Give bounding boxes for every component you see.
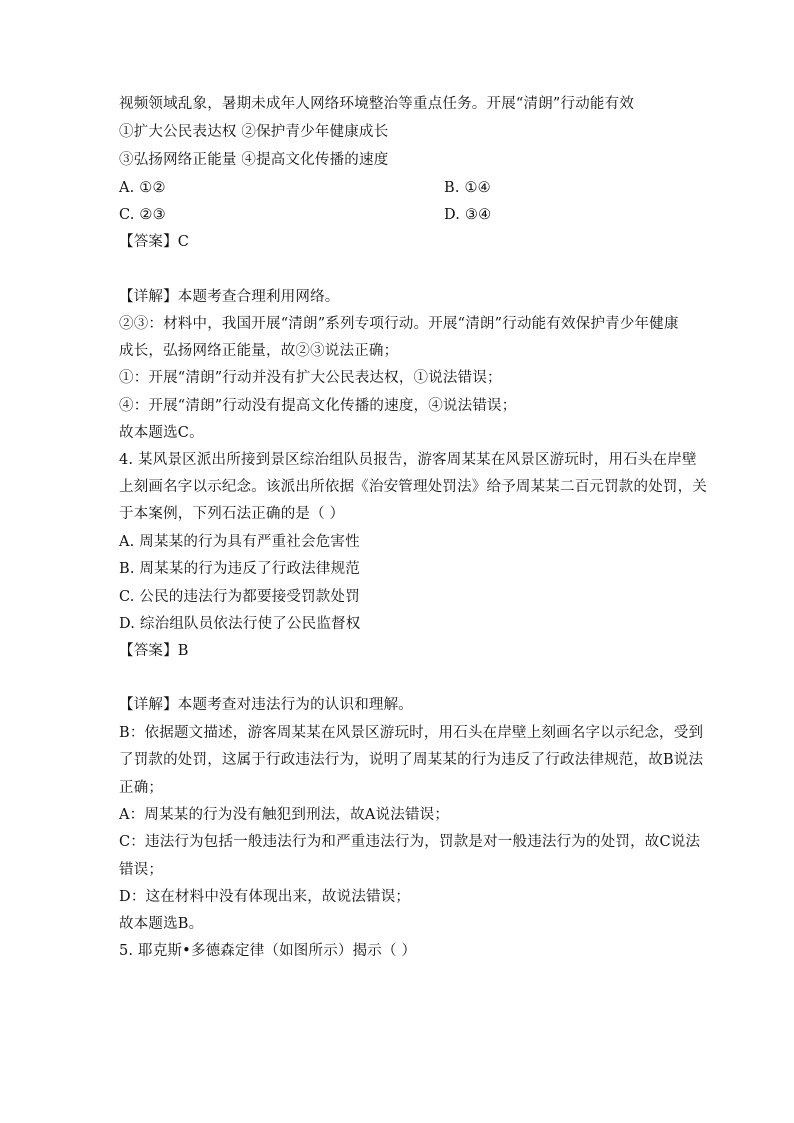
q3-option-b: B. ①④ [444, 180, 491, 196]
q3-detail-line: ①：开展“清朗”行动并没有扩大公民表达权，①说法错误； [119, 370, 502, 386]
q4-detail-line: C：违法行为包括一般违法行为和严重违法行为，罚款是对一般违法行为的处罚，故C说法 [119, 834, 701, 850]
q3-statements-1-2: ①扩大公民表达权 ②保护青少年健康成长 [119, 124, 389, 140]
q4-detail-line: 正确； [119, 780, 164, 796]
q4-answer: 【答案】B [119, 643, 189, 659]
q4-stem-line: 于本案例，下列石法正确的是（ ） [119, 506, 345, 522]
q4-option-c: C. 公民的违法行为都要接受罚款处罚 [119, 589, 360, 605]
q4-detail-line: 【详解】本题考查对违法行为的认识和理解。 [119, 697, 413, 713]
q4-detail-line: A：周某某的行为没有触犯到刑法，故A说法错误； [119, 807, 450, 823]
q3-detail-line: ②③：材料中，我国开展“清朗”系列专项行动。开展“清朗”行动能有效保护青少年健康 [119, 316, 679, 332]
q3-stem-end: 视频领域乱象，暑期未成年人网络环境整治等重点任务。开展“清朗”行动能有效 [119, 96, 635, 112]
q3-detail-line: 【详解】本题考查合理利用网络。 [119, 289, 340, 305]
q3-detail-line: ④：开展“清朗”行动没有提高文化传播的速度，④说法错误； [119, 398, 517, 414]
q3-option-c: C. ②③ [119, 207, 166, 223]
q4-detail-line: 错误； [119, 862, 164, 878]
q4-stem-line: 4. 某风景区派出所接到景区综治组队员报告，游客周某某在风景区游玩时，用石头在岸壁 [119, 452, 697, 468]
q4-detail-line: 了罚款的处罚，这属于行政违法行为，说明了周某某的行为违反了行政法律规范，故B说法 [119, 752, 704, 768]
q3-option-a: A. ①② [119, 180, 166, 196]
q3-statements-3-4: ③弘扬网络正能量 ④提高文化传播的速度 [119, 152, 389, 168]
q4-option-a: A. 周某某的行为具有严重社会危害性 [119, 534, 360, 550]
q4-detail-line: B：依据题文描述，游客周某某在风景区游玩时，用石头在岸壁上刻画名字以示纪念，受到 [119, 725, 704, 741]
q4-detail-line: 故本题选B。 [119, 916, 204, 932]
q4-stem-line: 上刻画名字以示纪念。该派出所依据《治安管理处罚法》给予周某某二百元罚款的处罚，关 [119, 479, 707, 495]
q4-detail-line: D：这在材料中没有体现出来，故说法错误； [119, 889, 411, 905]
q3-detail-line: 故本题选C。 [119, 425, 204, 441]
q4-option-d: D. 综治组队员依法行使了公民监督权 [119, 616, 361, 632]
q3-option-d: D. ③④ [444, 207, 492, 223]
q3-detail-line: 成长，弘扬网络正能量，故②③说法正确； [119, 343, 399, 359]
q4-option-b: B. 周某某的行为违反了行政法律规范 [119, 561, 360, 577]
q3-answer: 【答案】C [119, 234, 190, 250]
q5-stem: 5. 耶克斯•多德森定律（如图所示）揭示（ ） [119, 943, 417, 959]
